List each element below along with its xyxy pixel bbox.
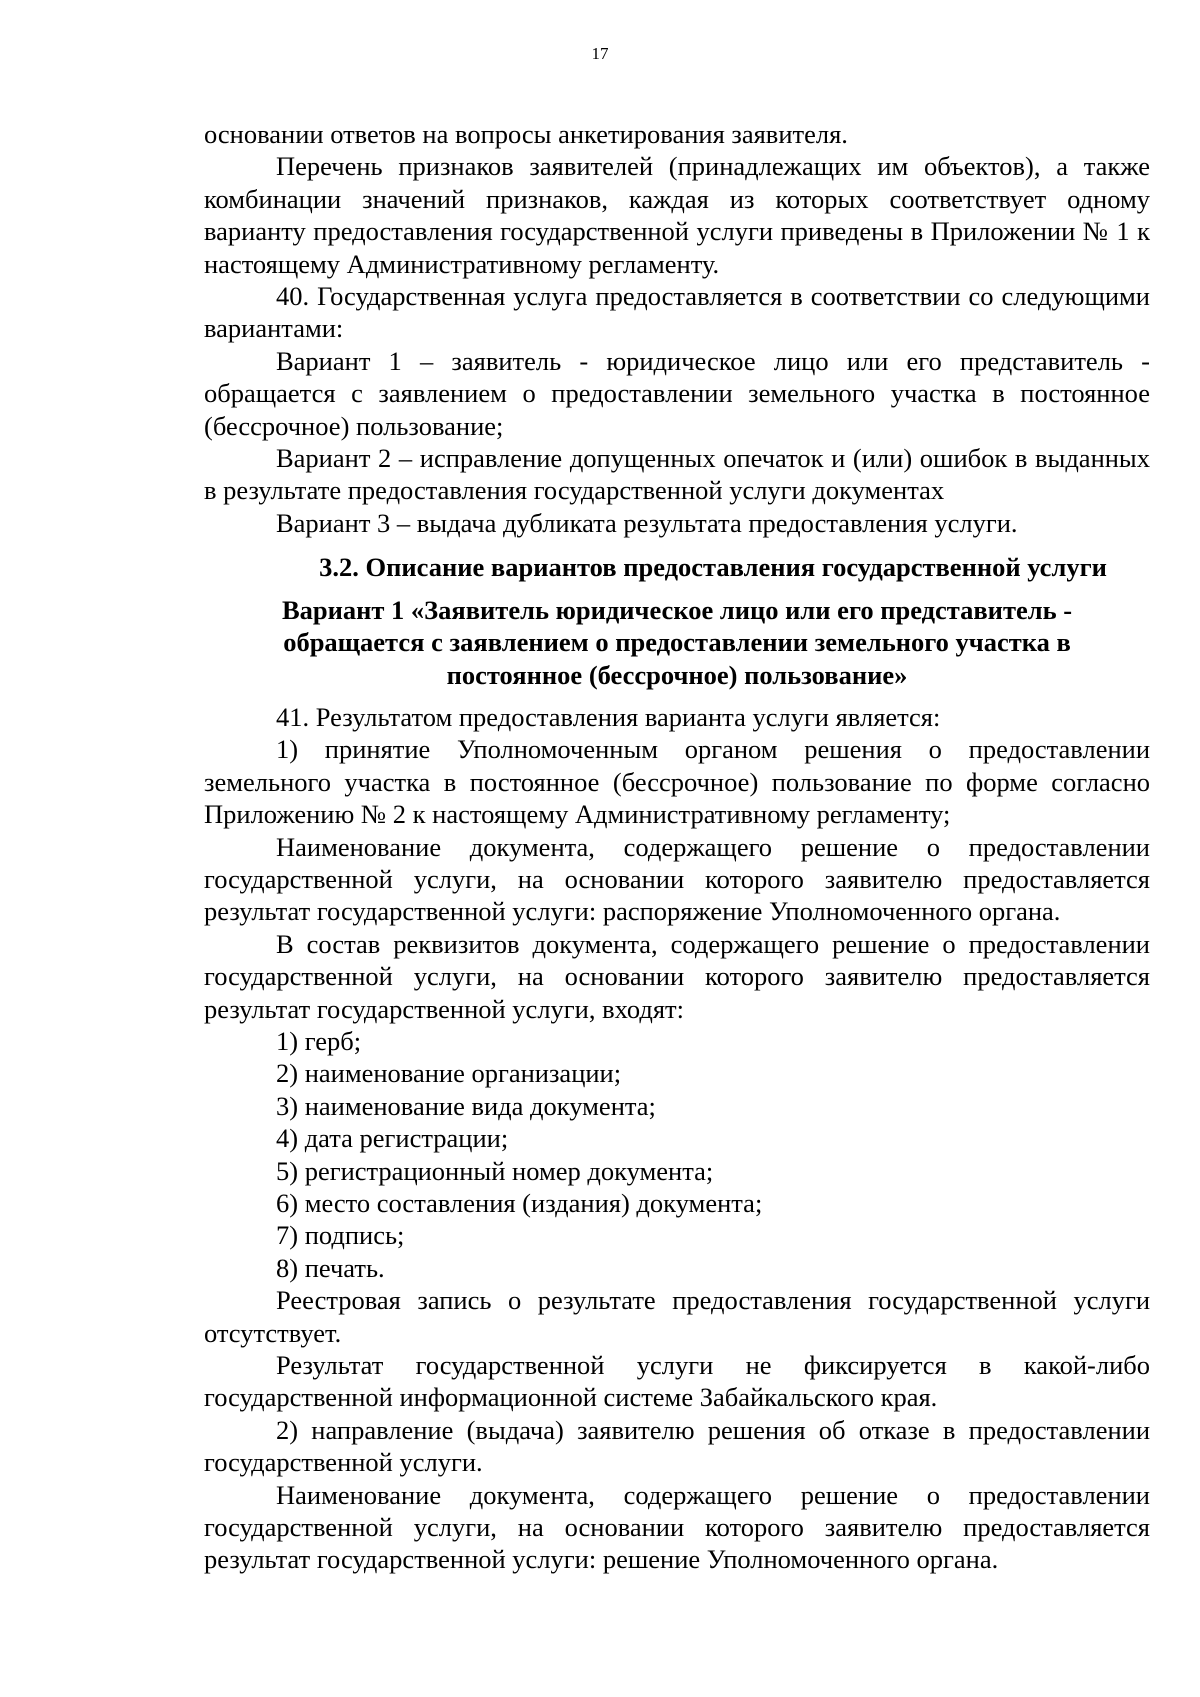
variant-heading-line: Вариант 1 «Заявитель юридическое лицо или его представитель -	[281, 594, 1073, 625]
variant-heading	[204, 594, 1150, 691]
section-heading: 3.2. Описание вариантов предоставления государственной услуги	[319, 552, 1107, 583]
list-item: 4) дата регистрации;	[276, 1123, 509, 1154]
paragraph: Результат государственной услуги не фиксируется в какой-либо государственной информационной системе Забайкальского края.	[204, 1350, 1150, 1413]
list-item: 7) подпись;	[276, 1220, 405, 1251]
requisites-list	[204, 1025, 1150, 1284]
paragraph: Наименование документа, содержащего решение о предоставлении государственной услуги, на основании которого заявителю предоставляется результат государственной услуги: распоряжение Уполномоченного органа.	[204, 831, 1150, 927]
list-item: 6) место составления (издания) документа;	[276, 1188, 763, 1218]
list-item: 3) наименование вида документа;	[276, 1090, 656, 1121]
list-item: 8) печать.	[276, 1252, 385, 1283]
document-body	[204, 118, 1150, 1576]
paragraph: 2) направление (выдача) заявителю решения об отказе в предоставлении государственной услуги.	[204, 1414, 1150, 1478]
paragraph: Наименование документа, содержащего решение о предоставлении государственной услуги, на основании которого заявителю предоставляется результат государственной услуги: решение Уполномоченного органа.	[204, 1479, 1150, 1575]
paragraph: Вариант 3 – выдача дубликата результата предоставления услуги.	[276, 507, 1018, 538]
paragraph: Вариант 1 – заявитель - юридическое лицо или его представитель - обращается с заявлением о предоставлении земельного участка в постоянное (бессрочное) пользование;	[204, 345, 1150, 441]
paragraph: Вариант 2 – исправление допущенных опечаток и (или) ошибок в выданных в результате предоставления государственной услуги документах	[204, 443, 1150, 506]
page-number: 17	[591, 44, 609, 63]
paragraph: 40. Государственная услуга предоставляется в соответствии со следующими вариантами:	[204, 281, 1150, 344]
list-item: 1) герб;	[276, 1025, 362, 1056]
paragraph: основании ответов на вопросы анкетирования заявителя.	[204, 119, 848, 149]
list-item: 5) регистрационный номер документа;	[276, 1155, 714, 1186]
variant-heading-line: постоянное (бессрочное) пользование»	[446, 659, 908, 690]
paragraph: Реестровая запись о результате предоставления государственной услуги отсутствует.	[204, 1285, 1150, 1348]
paragraph: В состав реквизитов документа, содержащего решение о предоставлении государственной услуги, на основании которого заявителю предоставляется результат государственной услуги, входят:	[204, 928, 1150, 1024]
paragraph: 41. Результатом предоставления варианта услуги является:	[276, 701, 941, 732]
variant-heading-line: обращается с заявлением о предоставлении земельного участка в	[283, 627, 1071, 658]
paragraph: 1) принятие Уполномоченным органом решения о предоставлении земельного участка в постоянное (бессрочное) пользование по форме согласно Приложению № 2 к настоящему Административному регламенту;	[204, 734, 1150, 830]
list-item: 2) наименование организации;	[276, 1058, 622, 1089]
paragraph: Перечень признаков заявителей (принадлежащих им объектов), а также комбинации значений признаков, каждая из которых соответствует одному варианту предоставления государственной услуги приведены в Приложении № 1 к настоящему Административному регламенту.	[204, 151, 1150, 279]
